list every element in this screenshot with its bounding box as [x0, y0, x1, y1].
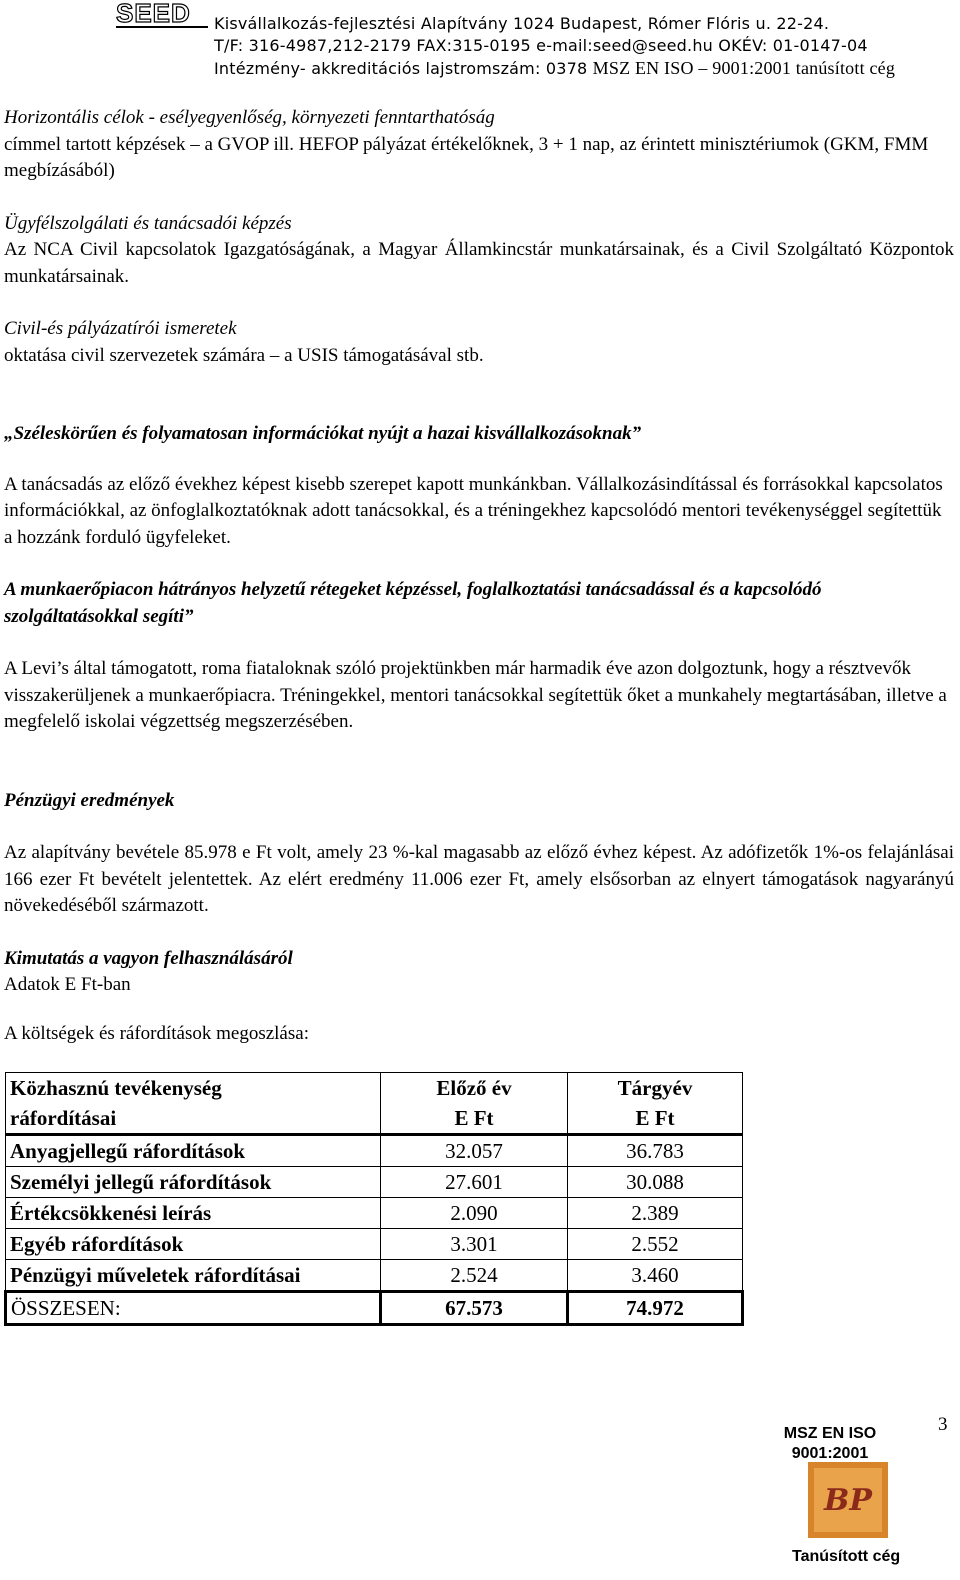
- row-current-value: 2.389: [568, 1198, 743, 1229]
- row-previous-value: 32.057: [381, 1135, 568, 1167]
- table-header-row: [6, 1073, 743, 1135]
- row-label: Személyi jellegű ráfordítások: [6, 1167, 381, 1198]
- accreditation-number: Intézmény- akkreditációs lajstromszám: 0378: [214, 59, 593, 78]
- expenditure-table: [4, 1072, 744, 1326]
- table-total-row: [6, 1292, 743, 1325]
- total-previous-value: 67.573: [381, 1292, 568, 1325]
- row-previous-value: 2.524: [381, 1260, 568, 1292]
- section-title-civil-knowledge: Civil-és pályázatírói ismeretek: [4, 318, 237, 339]
- table-row: [6, 1260, 743, 1292]
- iso-cert-label: MSZ EN ISO 9001:2001: [783, 1425, 877, 1462]
- row-label: Anyagjellegű ráfordítások: [6, 1135, 381, 1167]
- header-address: Kisvállalkozás-fejlesztési Alapítvány 1024 Budapest, Rómer Flóris u. 22-24.: [214, 14, 830, 33]
- table-row: [6, 1229, 743, 1260]
- table-row: [6, 1198, 743, 1229]
- row-current-value: 2.552: [568, 1229, 743, 1260]
- table-header-previous-year: Előző év E Ft: [381, 1073, 568, 1135]
- table-row: [6, 1167, 743, 1198]
- section-title-financial-results: Pénzügyi eredmények: [4, 789, 175, 811]
- section-body-customer-service: Az NCA Civil kapcsolatok Igazgatóságának, a Magyar Államkincstár munkatársainak, és a Civil Szolgáltató Központok munkatársainak.: [4, 239, 954, 287]
- section-subtitle-units: Adatok E Ft-ban: [4, 974, 131, 995]
- row-previous-value: 27.601: [381, 1167, 568, 1198]
- row-current-value: 30.088: [568, 1167, 743, 1198]
- section-body-horizontal-goals: címmel tartott képzések – a GVOP ill. HEFOP pályázat értékelőknek, 3 + 1 nap, az érintett minisztériumok (GKM, FMM megbízásából): [4, 133, 929, 181]
- row-previous-value: 3.301: [381, 1229, 568, 1260]
- total-current-value: 74.972: [568, 1292, 743, 1325]
- section-title-labor-market: A munkaerőpiacon hátrányos helyzetű rétegeket képzéssel, foglalkoztatási tanácsadással és a kapcsolódó szolgáltatásokkal segíti”: [4, 579, 822, 627]
- document-body: [4, 105, 954, 1047]
- section-body-information: A tanácsadás az előző évekhez képest kisebb szerepet kapott munkánkban. Vállalkozásindítással és forrásokkal kapcsolatos információkkal, az önfoglalkoztatóknak adott tanácsokkal, és a tréningekhez kapcsolódó mentori tevékenységgel segítettük a hozzánk forduló ügyfeleket.: [4, 473, 943, 548]
- section-title-horizontal-goals: Horizontális célok - esélyegyenlőség, környezeti fenntarthatóság: [4, 107, 495, 128]
- row-current-value: 3.460: [568, 1260, 743, 1292]
- section-title-asset-usage: Kimutatás a vagyon felhasználásáról: [4, 947, 293, 969]
- header-accreditation: [214, 58, 895, 79]
- seed-logo: [114, 0, 210, 30]
- row-current-value: 36.783: [568, 1135, 743, 1167]
- section-title-customer-service: Ügyfélszolgálati és tanácsadói képzés: [4, 212, 292, 234]
- header-contact: T/F: 316-4987,212-2179 FAX:315-0195 e-mail:seed@seed.hu OKÉV: 01-0147-04: [214, 36, 868, 55]
- section-intro-cost-distribution: A költségek és ráfordítások megoszlása:: [4, 1022, 309, 1044]
- certification-logo-text: BP: [824, 1483, 872, 1518]
- row-previous-value: 2.090: [381, 1198, 568, 1229]
- row-label: Értékcsökkenési leírás: [6, 1198, 381, 1229]
- certified-company-label: Tanúsított cég: [792, 1548, 901, 1565]
- section-body-labor-market: A Levi’s által támogatott, roma fiataloknak szóló projektünkben már harmadik éve azon dolgoztunk, hogy a résztvevők visszakerüljenek a munkaerőpiacra. Tréningekkel, mentori tanácsokkal segítettük őket a munkahely megtartásában, illetve a megfelelő iskolai végzettség megszerzésében.: [4, 658, 947, 732]
- table-header-current-year: Tárgyév E Ft: [568, 1073, 743, 1135]
- page-number: 3: [938, 1414, 948, 1435]
- section-body-financial-results: Az alapítvány bevétele 85.978 e Ft volt, amely 23 %-kal magasabb az előző évhez képest. Az adófizetők 1%-os felajánlásai 166 ezer Ft bevételt jelentettek. Az elért eredmény 11.006 ezer Ft, amely elsősorban az elnyert támogatások nagyarányú növekedéséből származott.: [4, 842, 954, 916]
- iso-certification: MSZ EN ISO – 9001:2001 tanúsított cég: [592, 58, 896, 78]
- section-body-civil-knowledge: oktatása civil szervezetek számára – a USIS támogatásával stb.: [4, 344, 484, 366]
- table-row: [6, 1135, 743, 1167]
- seed-logo-text: SEED: [116, 0, 191, 28]
- row-label: Egyéb ráfordítások: [6, 1229, 381, 1260]
- table-header-category: Közhasznú tevékenység ráfordításai: [6, 1073, 381, 1135]
- letterhead: [110, 0, 896, 80]
- total-label: ÖSSZESEN:: [6, 1292, 381, 1325]
- section-title-information: „Széleskörűen és folyamatosan információkat nyújt a hazai kisvállalkozásoknak”: [4, 423, 642, 444]
- row-label: Pénzügyi műveletek ráfordításai: [6, 1260, 381, 1292]
- certification-logo: [808, 1462, 888, 1538]
